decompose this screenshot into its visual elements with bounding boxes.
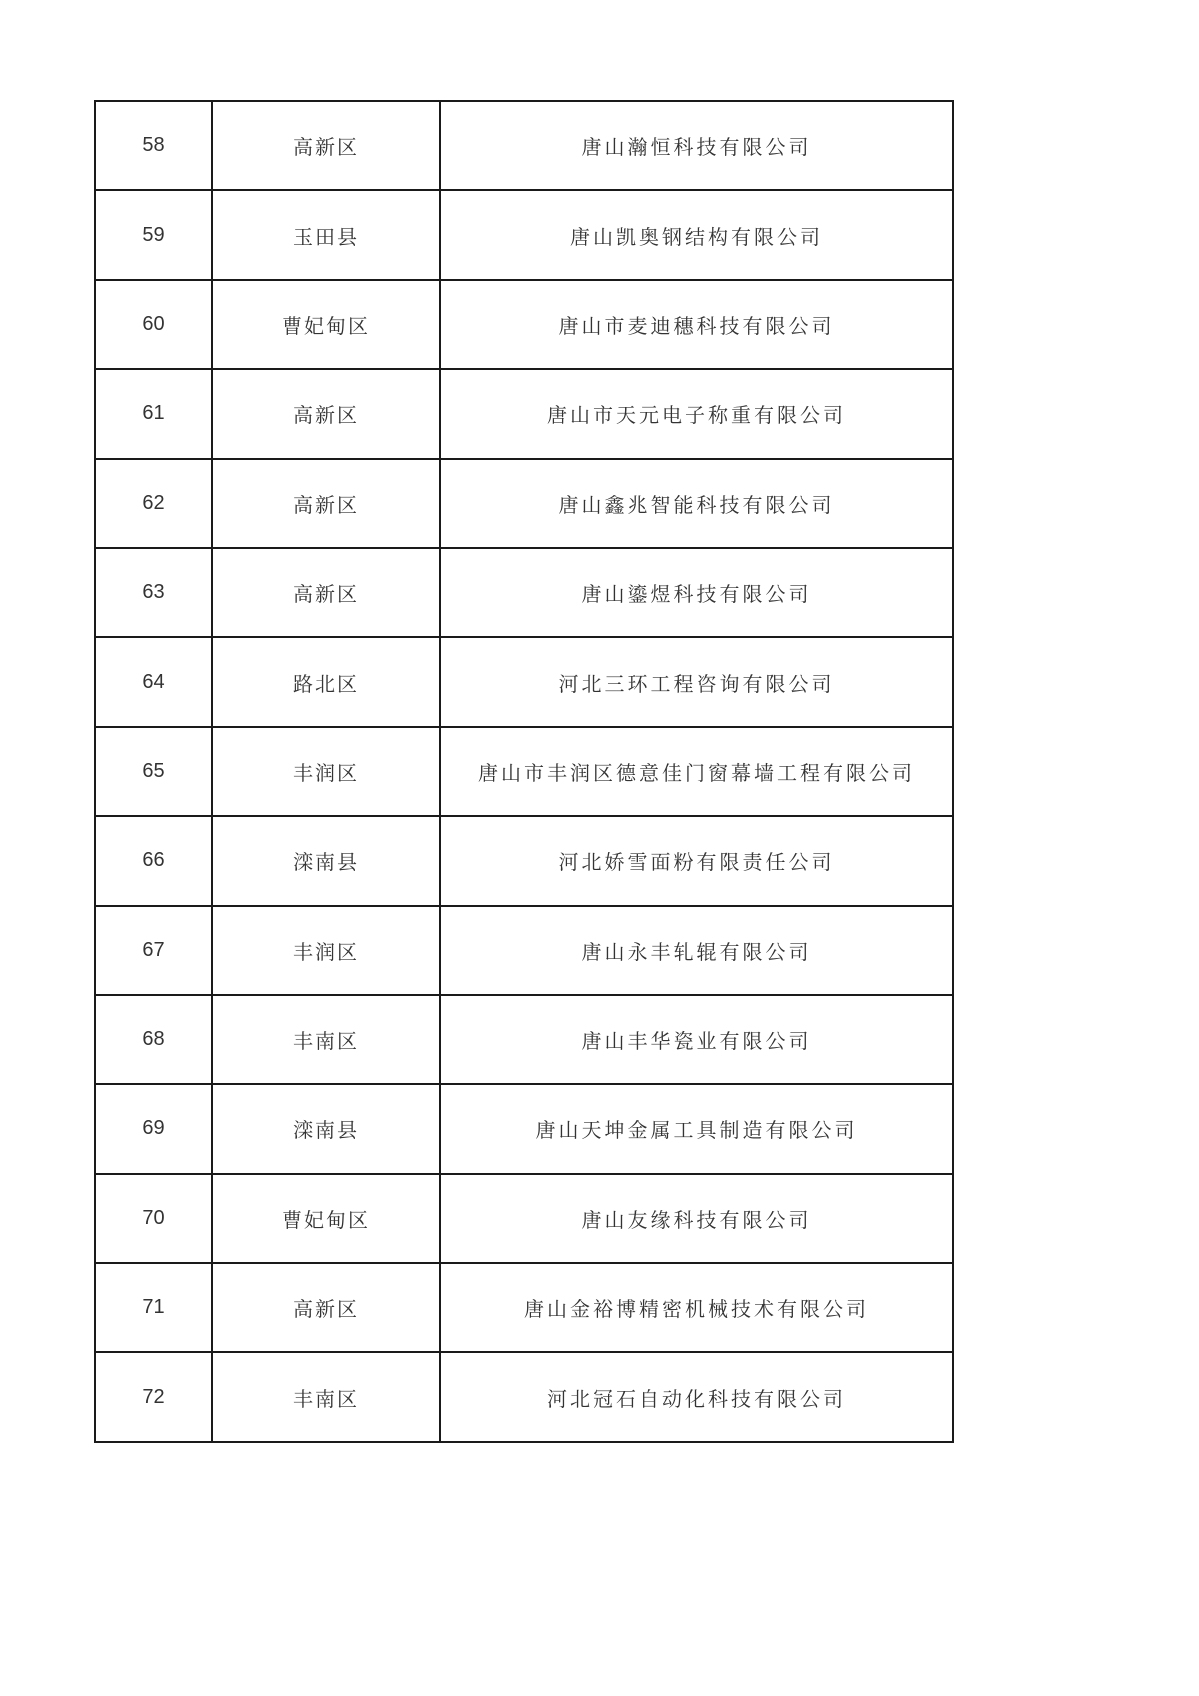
district-cell: 高新区 bbox=[212, 459, 440, 548]
table-row bbox=[95, 637, 953, 726]
company-name-cell: 唐山市丰润区德意佳门窗幕墙工程有限公司 bbox=[440, 727, 953, 816]
row-number-cell: 64 bbox=[95, 637, 212, 726]
row-number-cell: 62 bbox=[95, 459, 212, 548]
table-row bbox=[95, 906, 953, 995]
company-name-cell: 唐山天坤金属工具制造有限公司 bbox=[440, 1084, 953, 1173]
district-cell: 丰南区 bbox=[212, 995, 440, 1084]
company-name-cell: 唐山鑫兆智能科技有限公司 bbox=[440, 459, 953, 548]
district-cell: 高新区 bbox=[212, 101, 440, 190]
company-name-cell: 唐山市麦迪穗科技有限公司 bbox=[440, 280, 953, 369]
company-name-cell: 唐山鎏煜科技有限公司 bbox=[440, 548, 953, 637]
row-number-cell: 59 bbox=[95, 190, 212, 279]
district-cell: 曹妃甸区 bbox=[212, 1174, 440, 1263]
row-number-cell: 63 bbox=[95, 548, 212, 637]
district-cell: 滦南县 bbox=[212, 816, 440, 905]
row-number-cell: 66 bbox=[95, 816, 212, 905]
row-number-cell: 60 bbox=[95, 280, 212, 369]
company-name-cell: 唐山市天元电子称重有限公司 bbox=[440, 369, 953, 458]
table-row bbox=[95, 280, 953, 369]
company-list-table bbox=[94, 100, 954, 1443]
company-name-cell: 唐山金裕博精密机械技术有限公司 bbox=[440, 1263, 953, 1352]
row-number-cell: 68 bbox=[95, 995, 212, 1084]
company-name-cell: 唐山永丰轧辊有限公司 bbox=[440, 906, 953, 995]
company-name-cell: 唐山丰华瓷业有限公司 bbox=[440, 995, 953, 1084]
company-name-cell: 唐山友缘科技有限公司 bbox=[440, 1174, 953, 1263]
district-cell: 高新区 bbox=[212, 548, 440, 637]
district-cell: 丰润区 bbox=[212, 906, 440, 995]
district-cell: 丰润区 bbox=[212, 727, 440, 816]
table-row bbox=[95, 548, 953, 637]
row-number-cell: 72 bbox=[95, 1352, 212, 1441]
table-row bbox=[95, 459, 953, 548]
row-number-cell: 70 bbox=[95, 1174, 212, 1263]
table-row bbox=[95, 816, 953, 905]
table-row bbox=[95, 369, 953, 458]
district-cell: 高新区 bbox=[212, 369, 440, 458]
table-row bbox=[95, 727, 953, 816]
district-cell: 曹妃甸区 bbox=[212, 280, 440, 369]
company-name-cell: 河北冠石自动化科技有限公司 bbox=[440, 1352, 953, 1441]
company-name-cell: 唐山凯奥钢结构有限公司 bbox=[440, 190, 953, 279]
company-name-cell: 河北娇雪面粉有限责任公司 bbox=[440, 816, 953, 905]
table-row bbox=[95, 101, 953, 190]
table-row bbox=[95, 1084, 953, 1173]
row-number-cell: 65 bbox=[95, 727, 212, 816]
district-cell: 滦南县 bbox=[212, 1084, 440, 1173]
table-row bbox=[95, 190, 953, 279]
district-cell: 路北区 bbox=[212, 637, 440, 726]
row-number-cell: 69 bbox=[95, 1084, 212, 1173]
row-number-cell: 67 bbox=[95, 906, 212, 995]
district-cell: 丰南区 bbox=[212, 1352, 440, 1441]
district-cell: 高新区 bbox=[212, 1263, 440, 1352]
table-row bbox=[95, 1352, 953, 1441]
table-body bbox=[95, 101, 953, 1442]
company-name-cell: 唐山瀚恒科技有限公司 bbox=[440, 101, 953, 190]
company-name-cell: 河北三环工程咨询有限公司 bbox=[440, 637, 953, 726]
table-row bbox=[95, 995, 953, 1084]
table-row bbox=[95, 1174, 953, 1263]
row-number-cell: 71 bbox=[95, 1263, 212, 1352]
district-cell: 玉田县 bbox=[212, 190, 440, 279]
row-number-cell: 58 bbox=[95, 101, 212, 190]
table-row bbox=[95, 1263, 953, 1352]
row-number-cell: 61 bbox=[95, 369, 212, 458]
